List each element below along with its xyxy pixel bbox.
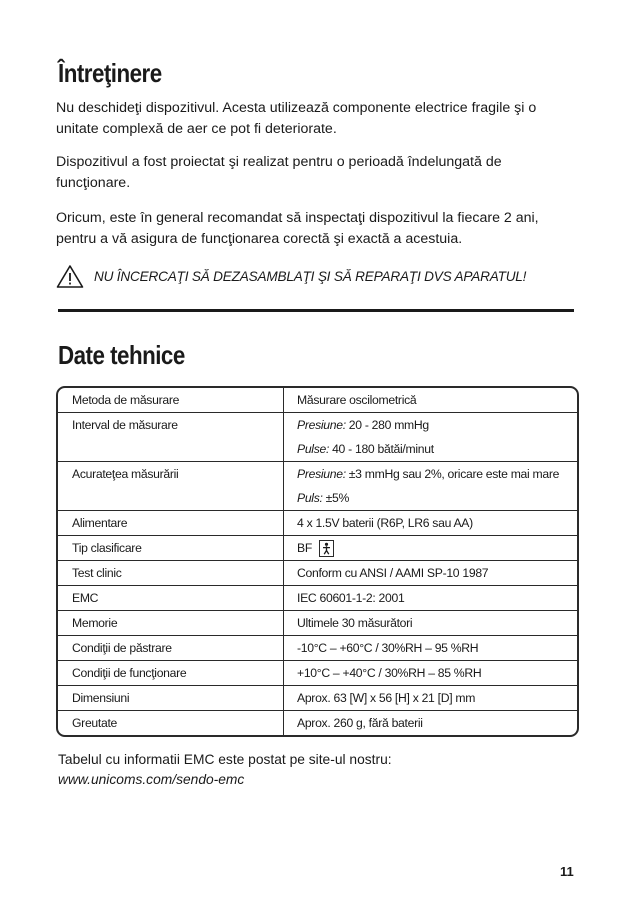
spec-value-line: [284, 437, 577, 461]
maintenance-title: Întreţinere: [58, 58, 162, 88]
spec-value-cell: [284, 711, 577, 735]
spec-value-cell: [284, 686, 577, 710]
spec-value-cell: [284, 661, 577, 685]
warning-triangle-icon: [56, 264, 84, 289]
spec-value-cell: [284, 511, 577, 535]
maintenance-paragraph-3: Oricum, este în general recomandat să inspectaţi dispozitivul la fiecare 2 ani, pentru a vă asigura de funcţionarea corectă şi exactă a acestuia.: [56, 210, 539, 247]
spec-value-cell: [284, 462, 577, 510]
spec-label: Interval de măsurare: [58, 413, 284, 461]
table-row: [58, 461, 577, 510]
spec-value-prefix: Puls:: [297, 491, 323, 505]
spec-label: Condiţii de funcţionare: [58, 661, 284, 685]
spec-label: Metoda de măsurare: [58, 388, 284, 412]
spec-label: Dimensiuni: [58, 686, 284, 710]
spec-value-line: [284, 561, 577, 585]
spec-label: Greutate: [58, 711, 284, 735]
spec-value-cell: [284, 586, 577, 610]
spec-value-prefix: Presiune:: [297, 467, 346, 481]
spec-value-line: [284, 636, 577, 660]
emc-footnote-text: Tabelul cu informatii EMC este postat pe site-ul nostru:: [58, 752, 392, 767]
technical-specs-table: [56, 386, 579, 737]
warning-text: NU ÎNCERCAŢI SĂ DEZASAMBLAŢI ŞI SĂ REPARAŢI DVS APARATUL!: [94, 268, 527, 284]
warning-notice: [56, 262, 576, 290]
maintenance-paragraph-1: Nu deschideţi dispozitivul. Acesta utilizează componente electrice fragile şi o unitate complexă de aer ce pot fi deteriorate.: [56, 100, 537, 137]
spec-value-prefix: Pulse:: [297, 442, 330, 456]
table-row: [58, 535, 577, 560]
spec-value-line: [284, 686, 577, 710]
spec-value-text: ±5%: [325, 491, 350, 505]
spec-value-text: -10°C – +60°C / 30%RH – 95 %RH: [297, 641, 479, 655]
spec-value-cell: [284, 413, 577, 461]
spec-value-line: [284, 536, 577, 560]
page-number: 11: [560, 864, 574, 879]
spec-value-text: Aprox. 63 [W] x 56 [H] x 21 [D] mm: [297, 691, 476, 705]
maintenance-paragraph-2: Dispozitivul a fost proiectat şi realizat pentru o perioadă îndelungată de funcţionare.: [56, 154, 502, 191]
emc-footnote: [58, 750, 578, 790]
technical-title: Date tehnice: [58, 340, 185, 370]
spec-value-line: [284, 486, 577, 510]
spec-value-cell: [284, 611, 577, 635]
table-row: [58, 710, 577, 735]
emc-url-link[interactable]: www.unicoms.com/sendo-emc: [58, 772, 245, 787]
spec-value-text: ±3 mmHg sau 2%, oricare este mai mare: [348, 467, 560, 481]
spec-label: Tip clasificare: [58, 536, 284, 560]
spec-value-text: Ultimele 30 măsurători: [297, 616, 413, 630]
spec-value-line: [284, 511, 577, 535]
spec-value-line: [284, 661, 577, 685]
table-row: [58, 412, 577, 461]
spec-label: Acurateţea măsurării: [58, 462, 284, 510]
spec-value-line: [284, 413, 577, 437]
spec-value-text: Conform cu ANSI / AAMI SP-10 1987: [297, 566, 489, 580]
table-row: [58, 660, 577, 685]
spec-value-cell: [284, 561, 577, 585]
spec-value-cell: [284, 636, 577, 660]
table-row: [58, 585, 577, 610]
spec-value-text: Aprox. 260 g, fără baterii: [297, 716, 423, 730]
spec-value-text: 4 x 1.5V baterii (R6P, LR6 sau AA): [297, 516, 473, 530]
spec-value-cell: [284, 536, 577, 560]
spec-value-text: 40 - 180 bătăi/minut: [332, 442, 434, 456]
table-row: [58, 388, 577, 412]
table-row: [58, 560, 577, 585]
spec-value-line: [284, 462, 577, 486]
spec-value-text: 20 - 280 mmHg: [348, 418, 429, 432]
table-row: [58, 510, 577, 535]
section-divider: [58, 309, 574, 312]
table-row: [58, 610, 577, 635]
spec-label: Memorie: [58, 611, 284, 635]
spec-value-line: [284, 586, 577, 610]
spec-value-line: [284, 611, 577, 635]
table-row: [58, 635, 577, 660]
spec-value-text: IEC 60601-1-2: 2001: [297, 591, 405, 605]
spec-label: Condiţii de păstrare: [58, 636, 284, 660]
spec-label: Test clinic: [58, 561, 284, 585]
spec-value-line: [284, 711, 577, 735]
spec-label: EMC: [58, 586, 284, 610]
spec-value-text: BF: [297, 541, 312, 555]
spec-value-line: [284, 388, 577, 412]
spec-value-text: Măsurare oscilometrică: [297, 393, 417, 407]
spec-value-cell: [284, 388, 577, 412]
spec-value-prefix: Presiune:: [297, 418, 346, 432]
bf-applied-part-icon: [319, 540, 334, 557]
spec-label: Alimentare: [58, 511, 284, 535]
table-row: [58, 685, 577, 710]
spec-value-text: +10°C – +40°C / 30%RH – 85 %RH: [297, 666, 482, 680]
